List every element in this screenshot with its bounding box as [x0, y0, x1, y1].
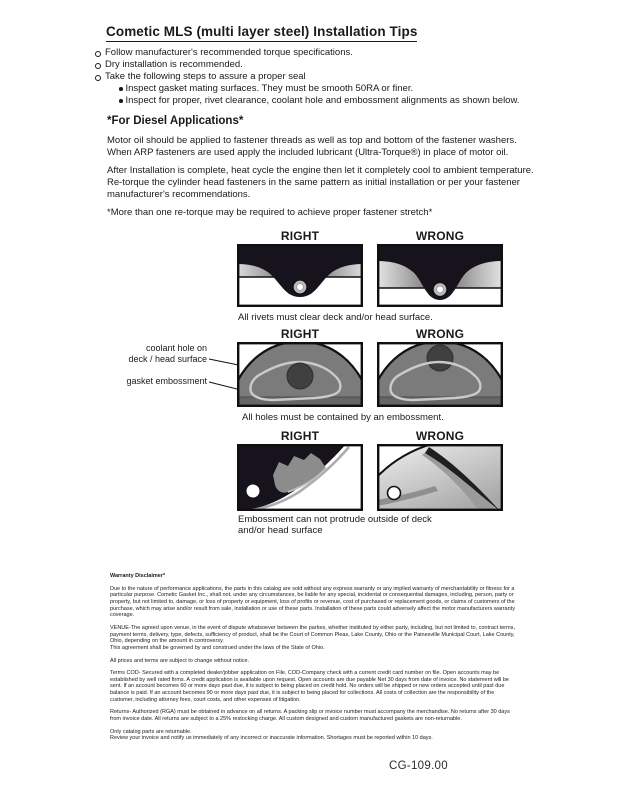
figure-label-wrong: WRONG [415, 429, 465, 443]
coolant-hole-label: coolant hole on deck / head surface [128, 343, 207, 364]
diesel-heading: *For Diesel Applications* [107, 115, 244, 127]
sub-bullet-item [95, 83, 535, 95]
legal-paragraph: VENUE-The agreed upon venue, in the event of dispute whatsoever between the parties, whether instituted by either party, including, but not limited to, contract terms, payment terms, delivery, type, defects, sufficiency of product, shall be the Court of Common Pleas, Lake County, Ohio or the Painesville Municipal Court, Lake County, Ohio, depending on the amount in controversy. [110, 624, 515, 645]
bullet-text: Dry installation is recommended. [105, 59, 243, 70]
legal-paragraph: This agreement shall be governed by and construed under the laws of the State of Ohio. [110, 644, 325, 651]
gasket-embossment-label: gasket embossment [126, 376, 207, 386]
legal-paragraph: Only catalog parts are returnable. [110, 728, 192, 735]
sub-bullet-item [95, 95, 535, 107]
hole-outside-embossment-illustration [377, 342, 503, 407]
holes-caption: All holes must be contained by an embossment. [242, 412, 444, 423]
embossment-right-figure [237, 342, 363, 407]
sub-bullet-text: Inspect gasket mating surfaces. They must be smooth 50RA or finer. [125, 83, 414, 94]
figure-label-right: RIGHT [280, 229, 320, 243]
bullet-item [95, 59, 535, 71]
rivet-caption: All rivets must clear deck and/or head surface. [238, 312, 433, 323]
tips-bullet-list [95, 47, 535, 107]
diesel-paragraph-1: Motor oil should be applied to fastener threads as well as top and bottom of the fastener washers. When ARP fasteners are used apply the included lubricant (Ultra-Torque®) in place of motor oil. [107, 135, 517, 158]
embossment-wrong-figure [377, 342, 503, 407]
rivet-wrong-figure [377, 244, 503, 307]
legal-block [110, 573, 516, 748]
embossment-contained-illustration [237, 444, 363, 511]
figure-label-wrong: WRONG [415, 327, 465, 341]
circle-bullet-icon [95, 75, 101, 81]
warranty-heading: Warranty Disclaimer* [110, 573, 166, 579]
protrude-caption: Embossment can not protrude outside of deck and/or head surface [238, 514, 432, 536]
diesel-paragraph-2: After Installation is complete, heat cycle the engine then let it completely cool to ambient temperature. Re-torque the cylinder head fasteners in the same pattern as initial installation or per your fastener manufacturer's recommendations. [107, 165, 534, 200]
retorque-note: *More than one re-torque may be required to achieve proper fastener stretch* [107, 207, 433, 218]
protrude-right-figure [237, 444, 363, 511]
circle-bullet-icon [95, 51, 101, 57]
page-code: CG-109.00 [389, 760, 448, 772]
legal-paragraph: Review your invoice and notify us immediately of any incorrect or inaccurate information. Shortages must be reported within 10 days. [110, 735, 433, 742]
rivet-clears-deck-illustration [237, 244, 363, 307]
rivet-touches-deck-illustration [377, 244, 503, 307]
rivet-right-figure [237, 244, 363, 307]
legal-paragraph: All prices and terms are subject to change without notice. [110, 657, 250, 664]
bullet-item [95, 47, 535, 59]
bullet-text: Take the following steps to assure a proper seal [105, 71, 306, 82]
figure-label-right: RIGHT [280, 429, 320, 443]
sub-bullet-text: Inspect for proper, rivet clearance, coolant hole and embossment alignments as shown below. [125, 95, 520, 106]
protrude-wrong-figure [377, 444, 503, 511]
legal-paragraph: Terms COD- Secured with a completed dealer/jobber application on File, COD-Company check with a current credit card number on file. Open accounts may be established by well rated firms. A credit application is available upon request. Open accounts are due payable Net 30 days from date of invoice. No statement will be sent. If an account becomes 60 or more days past due, it is subject to being placed on credit hold. No orders will be shipped or new orders accepted until past due balance is paid. If an account becomes 90 or more days past due, it is subject to being placed for collections. All costs of collection are the responsibility of the customer, including attorney fees, court costs, and other expenses of litigation. [110, 670, 509, 703]
figure-label-right: RIGHT [280, 327, 320, 341]
page-title: Cometic MLS (multi layer steel) Installation Tips [106, 24, 417, 42]
dot-bullet-icon [119, 99, 123, 103]
embossment-protruding-illustration [377, 444, 503, 511]
hole-inside-embossment-illustration [237, 342, 363, 407]
bullet-item [95, 71, 535, 83]
circle-bullet-icon [95, 63, 101, 69]
figure-label-wrong: WRONG [415, 229, 465, 243]
legal-paragraph: Due to the nature of performance applications, the parts in this catalog are sold without any express warranty or any implied warranty of merchantability or fitness for a particular purpose. Cometic Gasket Inc., shall not, under any circumstances, be liable for any special, incidental or consequential damages, including, person, party or property, but not limited to, damage, or loss of property or equipment, loss of profits or revenue, cost of purchased or replacement goods, or claims of customers of the purchase, which may arise and/or result from sale, installation or use of these parts. Installation of these parts could adversely affect the motor manufacturers warranty coverage. [110, 585, 515, 619]
bullet-text: Follow manufacturer's recommended torque specifications. [105, 47, 353, 58]
legal-paragraph: Returns- Authorized (RGA) must be obtained in advance on all returns. A packing slip or invoice number must accompany the merchandise. No returns after 30 days from invoice date. All returns are subject to a 25% restocking charge. All custom designed and custom manufactured gaskets are non-returnable. [110, 709, 510, 723]
dot-bullet-icon [119, 87, 123, 91]
